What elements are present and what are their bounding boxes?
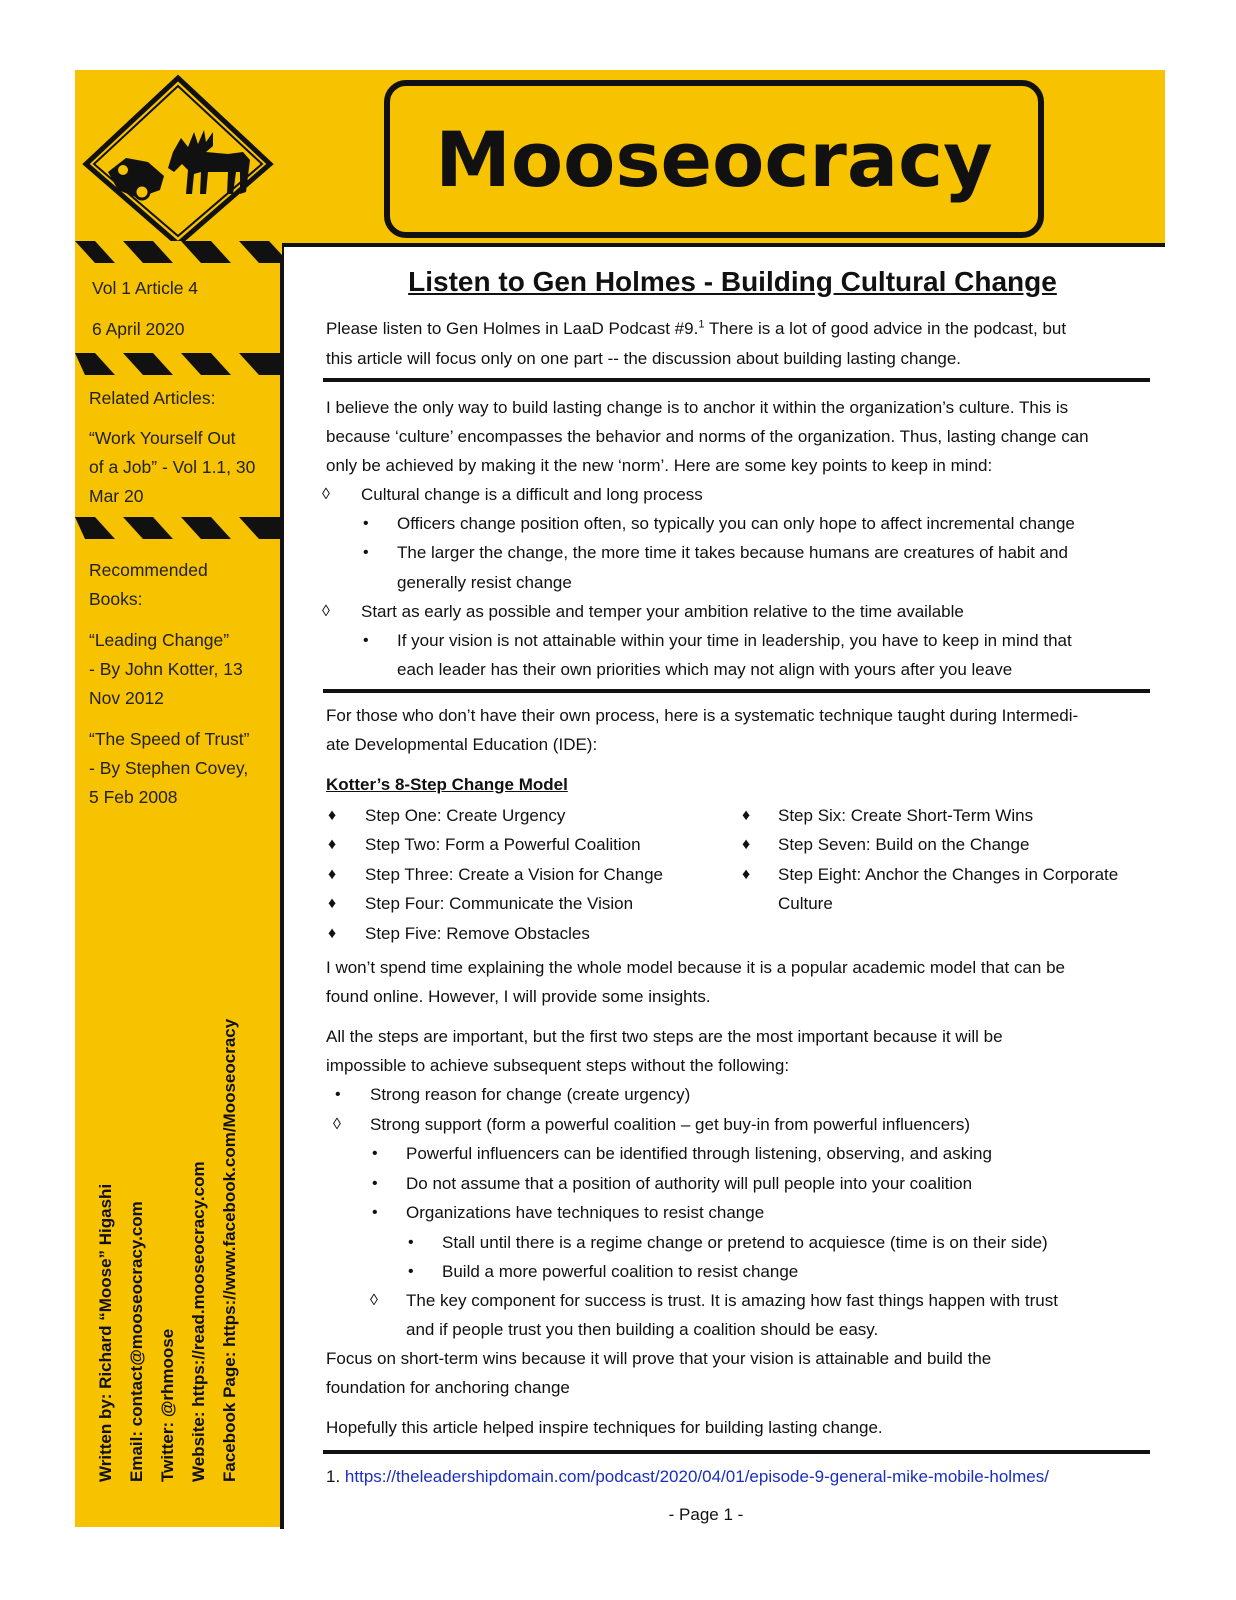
solid-diamond-marker: ♦ — [328, 836, 337, 853]
related-article-line: of a Job” - Vol 1.1, 30 — [89, 457, 256, 477]
paragraph-line: found online. However, I will provide some insights. — [326, 987, 711, 1006]
page-number: - Page 1 - — [668, 1505, 744, 1524]
paragraph-line: because ‘culture’ encompasses the behavior and norms of the organization. Thus, lasting change can — [326, 427, 1089, 446]
bullet-marker: • — [363, 515, 369, 532]
moose-crossing-sign-icon — [78, 72, 278, 247]
list-item: Do not assume that a position of authority will pull people into your coalition — [406, 1174, 973, 1193]
open-diamond-marker: ◊ — [322, 603, 330, 620]
paragraph-line: I won’t spend time explaining the whole model because it is a popular academic model that can be — [326, 958, 1065, 977]
masthead-title-sign — [384, 80, 1044, 238]
related-article-line: “Work Yourself Out — [89, 428, 236, 448]
list-item: Stall until there is a regime change or pretend to acquiesce (time is on their side) — [442, 1233, 1048, 1252]
step-item: Step Four: Communicate the Vision — [365, 894, 634, 913]
bullet-marker: • — [408, 1263, 414, 1280]
list-item: Start as early as possible and temper your ambition relative to the time available — [361, 602, 964, 621]
footnote: 1. https://theleadershipdomain.com/podcast/2020/04/01/episode-9-general-mike-mobile-holmes/ — [326, 1467, 1049, 1486]
paragraph-line: only be achieved by making it the new ‘norm’. Here are some key points to keep in mind: — [326, 456, 993, 475]
step-item: Step Two: Form a Powerful Coalition — [365, 835, 641, 854]
author-line: Written by: Richard “Moose” Higashi — [96, 1183, 115, 1482]
kotter-heading: Kotter’s 8-Step Change Model — [326, 775, 568, 794]
solid-diamond-marker: ♦ — [328, 895, 337, 912]
hazard-stripe — [75, 517, 282, 539]
intro-line: Please listen to Gen Holmes in LaaD Podcast #9.$^1$ There is a lot of good advice in the podcast, but — [326, 318, 1067, 338]
solid-diamond-marker: ♦ — [742, 807, 751, 824]
paragraph-line: impossible to achieve subsequent steps without the following: — [326, 1056, 790, 1075]
issue-date: 6 April 2020 — [92, 319, 185, 339]
footnote-link[interactable]: https://theleadershipdomain.com/podcast/2020/04/01/episode-9-general-mike-mobile-holmes/ — [344, 1467, 1049, 1486]
bullet-marker: • — [408, 1234, 414, 1251]
step-item: Step One: Create Urgency — [365, 806, 566, 825]
list-item: Strong support (form a powerful coalition – get buy-in from powerful influencers) — [370, 1115, 971, 1134]
frame-divider-horizontal — [280, 243, 1165, 247]
frame-divider-vertical — [280, 243, 284, 1529]
open-diamond-marker: ◊ — [370, 1292, 378, 1309]
book-line: - By Stephen Covey, — [89, 758, 249, 778]
intro-line: this article will focus only on one part -- the discussion about building lasting change. — [326, 349, 962, 368]
book-line: Nov 2012 — [89, 688, 164, 708]
volume-label: Vol 1 Article 4 — [92, 278, 199, 298]
bullet-marker: • — [363, 544, 369, 561]
solid-diamond-marker: ♦ — [328, 807, 337, 824]
book-line: 5 Feb 2008 — [89, 787, 178, 807]
books-heading: Books: — [89, 589, 143, 609]
email-link[interactable]: Email: contact@mooseocracy.com — [127, 1201, 146, 1482]
closing-line: Hopefully this article helped inspire techniques for building lasting change. — [326, 1418, 883, 1437]
section-divider — [323, 1450, 1150, 1454]
paragraph-line: foundation for anchoring change — [326, 1378, 570, 1397]
book-line: “The Speed of Trust” — [89, 729, 250, 749]
bullet-marker: • — [372, 1175, 378, 1192]
list-item: Officers change position often, so typically you can only hope to affect incremental change — [397, 514, 1075, 533]
list-item: each leader has their own priorities which may not align with yours after you leave — [397, 660, 1013, 679]
bullet-marker: • — [335, 1086, 341, 1103]
bullet-marker: • — [372, 1145, 378, 1162]
hazard-stripe — [75, 241, 282, 263]
step-item: Step Five: Remove Obstacles — [365, 924, 590, 943]
list-item: The larger the change, the more time it takes because humans are creatures of habit and — [397, 543, 1068, 562]
facebook-link[interactable]: Facebook Page: https://www.facebook.com/Mooseocracy — [220, 1018, 239, 1482]
step-item: Step Six: Create Short-Term Wins — [778, 806, 1034, 825]
list-item: Strong reason for change (create urgency) — [370, 1085, 691, 1104]
related-heading: Related Articles: — [89, 388, 216, 408]
section-divider — [323, 689, 1150, 693]
step-item: Step Seven: Build on the Change — [778, 835, 1030, 854]
bullet-marker: • — [363, 632, 369, 649]
list-item: Cultural change is a difficult and long process — [361, 485, 703, 504]
books-heading: Recommended — [89, 560, 208, 580]
article-headline: Listen to Gen Holmes - Building Cultural Change — [408, 266, 1057, 297]
list-item: Powerful influencers can be identified through listening, observing, and asking — [406, 1144, 992, 1163]
paragraph-line: All the steps are important, but the first two steps are the most important because it will be — [326, 1027, 1003, 1046]
open-diamond-marker: ◊ — [333, 1116, 341, 1133]
solid-diamond-marker: ♦ — [328, 866, 337, 883]
footnote-ref[interactable]: 1 — [698, 318, 705, 331]
list-item: generally resist change — [397, 573, 572, 592]
website-link[interactable]: Website: https://read.mooseocracy.com — [189, 1161, 208, 1482]
book-line: - By John Kotter, 13 — [89, 659, 243, 679]
paragraph-line: Focus on short-term wins because it will prove that your vision is attainable and build the — [326, 1349, 992, 1368]
step-item: Step Eight: Anchor the Changes in Corporate — [778, 865, 1119, 884]
list-item: Build a more powerful coalition to resist change — [442, 1262, 799, 1281]
related-article-line: Mar 20 — [89, 486, 144, 506]
list-item: and if people trust you then building a coalition should be easy. — [406, 1320, 879, 1339]
book-line: “Leading Change” — [89, 630, 230, 650]
section-divider — [323, 378, 1150, 382]
paragraph-line: ate Developmental Education (IDE): — [326, 735, 598, 754]
list-item: If your vision is not attainable within your time in leadership, you have to keep in mind that — [397, 631, 1072, 650]
list-item: The key component for success is trust. It is amazing how fast things happen with trust — [406, 1291, 1058, 1310]
hazard-stripe — [75, 353, 282, 375]
list-item: Organizations have techniques to resist change — [406, 1203, 765, 1222]
step-item: Step Three: Create a Vision for Change — [365, 865, 663, 884]
twitter-link[interactable]: Twitter: @rhmoose — [158, 1328, 177, 1482]
step-item: Culture — [778, 894, 833, 913]
solid-diamond-marker: ♦ — [742, 866, 751, 883]
solid-diamond-marker: ♦ — [328, 925, 337, 942]
paragraph-line: For those who don’t have their own process, here is a systematic technique taught during Intermedi- — [326, 706, 1079, 725]
open-diamond-marker: ◊ — [322, 486, 330, 503]
bullet-marker: • — [372, 1204, 378, 1221]
masthead-title: Mooseocracy — [435, 114, 993, 204]
solid-diamond-marker: ♦ — [742, 836, 751, 853]
paragraph-line: I believe the only way to build lasting change is to anchor it within the organization’s culture. This is — [326, 398, 1069, 417]
